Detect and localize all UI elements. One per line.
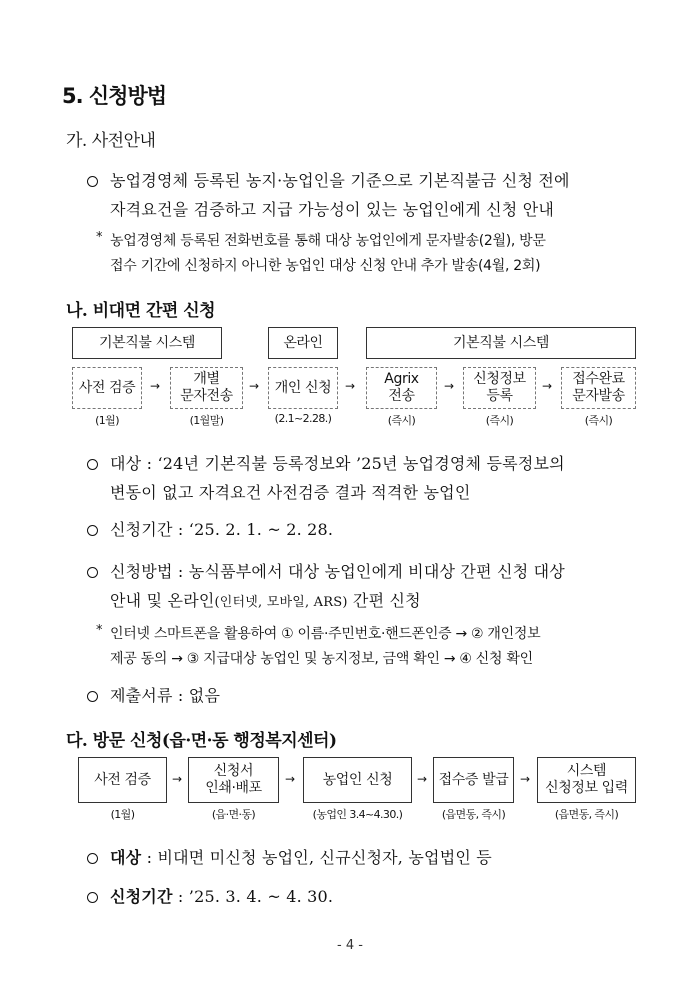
sub-b-documents (110, 683, 220, 706)
period-value: ’25. 3. 4. ~ 4. 30. (188, 887, 334, 906)
step-line2: 신청정보 입력 (545, 780, 628, 796)
arrow-right-icon: → (172, 772, 183, 786)
step-line1: Agrix (384, 371, 419, 387)
step-line1: 접수완료 (572, 371, 625, 387)
sub-a-note-line1: 농업경영체 등록된 전화번호를 통해 대상 농업인에게 문자발송(2월), 방문 (110, 233, 546, 249)
step-line1: 개별 (193, 371, 220, 387)
section-title: 5. 신청방법 (62, 84, 167, 108)
flow-step-pre-verification (72, 367, 142, 409)
arrow-right-icon: → (417, 772, 428, 786)
step-caption: (읍면동, 즉시) (554, 808, 619, 821)
group-label: 기본직불 시스템 (453, 334, 549, 351)
docs-label: 제출서류 : (110, 686, 189, 705)
step-caption: (즉시) (584, 414, 613, 427)
step-line2: 전송 (388, 388, 415, 404)
page-number: - 4 - (337, 938, 363, 953)
target-label: 대상 : (110, 454, 158, 473)
subsection-b-heading: 나. 비대면 간편 신청 (66, 301, 216, 321)
step-line2: 문자발송 (572, 388, 625, 404)
arrow-right-icon: → (285, 772, 296, 786)
bullet-circle-icon (87, 459, 98, 470)
visit-step-system-input (537, 757, 636, 803)
separator: : (172, 887, 189, 906)
step-line1: 시스템 (566, 763, 607, 779)
bullet-circle-icon (87, 567, 98, 578)
bullet-circle-icon (87, 525, 98, 536)
step-line1: 사전 검증 (94, 771, 151, 788)
sub-b-method-line1 (110, 559, 565, 582)
step-caption: (1월) (110, 808, 135, 821)
subsection-a-heading: 가. 사전안내 (66, 131, 156, 151)
arrow-right-icon: → (542, 379, 553, 393)
sub-b-target-line1 (110, 451, 565, 474)
step-line1: 신청서 (213, 763, 254, 779)
step-caption: (즉시) (485, 414, 514, 427)
group-label: 기본직불 시스템 (99, 334, 195, 351)
step-caption: (1월) (95, 414, 119, 427)
step-caption: (2.1~2.28.) (274, 412, 332, 425)
separator: : (141, 848, 158, 867)
target-value: 비대면 미신청 농업인, 신규신청자, 농업법인 등 (157, 848, 492, 867)
step-caption: (읍면동, 즉시) (441, 808, 506, 821)
method-line2-main: 안내 및 온라인 (110, 591, 215, 610)
sub-c-target (110, 845, 492, 868)
bullet-circle-icon (87, 853, 98, 864)
period-label: 신청기간 : (110, 520, 189, 539)
target-label: 대상 (110, 848, 142, 867)
note-asterisk: * (96, 230, 103, 245)
sub-a-bullet1-line1: 농업경영체 등록된 농지·농업인을 기준으로 기본직불금 신청 전에 (110, 171, 570, 190)
period-value: ‘25. 2. 1. ~ 2. 28. (188, 520, 334, 539)
step-line2: 등록 (486, 388, 513, 404)
group-box-basic-payment-system-1 (72, 327, 222, 359)
period-label: 신청기간 (110, 887, 173, 906)
step-caption: (읍·면·동) (211, 808, 256, 821)
sub-b-note-line1: 인터넷 스마트폰을 활용하여 ① 이름·주민번호·핸드폰인증 → ② 개인정보 (110, 626, 541, 642)
target-value: ‘24년 기본직불 등록정보와 ’25년 농업경영체 등록정보의 (157, 454, 565, 473)
bullet-circle-icon (87, 176, 98, 187)
sub-b-note-line2: 제공 동의 → ③ 지급대상 농업인 및 농지정보, 금액 확인 → ④ 신청 확인 (110, 651, 533, 667)
step-line1: 사전 검증 (78, 379, 136, 396)
step-caption: (1월말) (189, 414, 224, 427)
sub-b-method-line2 (110, 588, 421, 611)
arrow-right-icon: → (520, 772, 531, 786)
sub-b-target-line2: 변동이 없고 자격요건 사전검증 결과 적격한 농업인 (110, 483, 471, 502)
step-line2: 인쇄·배포 (205, 780, 262, 796)
flow-step-agrix-transfer (366, 367, 437, 409)
bullet-circle-icon (87, 892, 98, 903)
sub-a-note-line2: 접수 기간에 신청하지 아니한 농업인 대상 신청 안내 추가 발송(4월, 2회) (110, 258, 541, 274)
step-line1: 접수증 발급 (438, 771, 509, 788)
step-line1: 신청정보 (473, 371, 526, 387)
flow-step-register-info (463, 367, 536, 409)
arrow-right-icon: → (444, 379, 455, 393)
group-box-basic-payment-system-2 (366, 327, 636, 359)
docs-value: 없음 (188, 686, 221, 705)
sub-b-period (110, 517, 333, 540)
flow-step-completion-sms (561, 367, 636, 409)
arrow-right-icon: → (150, 379, 161, 393)
method-value: 농식품부에서 대상 농업인에게 비대상 간편 신청 대상 (188, 562, 565, 581)
bullet-circle-icon (87, 691, 98, 702)
note-asterisk: * (96, 623, 103, 638)
step-caption: (즉시) (387, 414, 416, 427)
visit-step-farmer-application (303, 757, 412, 803)
group-label: 온라인 (283, 334, 323, 351)
method-label: 신청방법 : (110, 562, 189, 581)
step-caption: (농업인 3.4~4.30.) (312, 808, 403, 821)
visit-step-print-distribute (188, 757, 279, 803)
arrow-right-icon: → (249, 379, 260, 393)
flow-step-individual-sms (170, 367, 243, 409)
method-line2-end: 간편 신청 (347, 591, 421, 610)
flow-step-personal-application (268, 367, 338, 409)
step-line1: 농업인 신청 (322, 771, 393, 788)
step-line1: 개인 신청 (274, 379, 332, 396)
sub-a-bullet1-line2: 자격요건을 검증하고 지급 가능성이 있는 농업인에게 신청 안내 (110, 200, 555, 219)
step-line2: 문자전송 (180, 388, 233, 404)
subsection-c-heading: 다. 방문 신청(읍·면·동 행정복지센터) (66, 731, 337, 751)
method-channels: (인터넷, 모바일, ARS) (214, 595, 348, 610)
visit-step-pre-verification (78, 757, 167, 803)
sub-c-period (110, 884, 333, 907)
arrow-right-icon: → (345, 379, 356, 393)
visit-step-issue-receipt (433, 757, 514, 803)
group-box-online (268, 327, 338, 359)
